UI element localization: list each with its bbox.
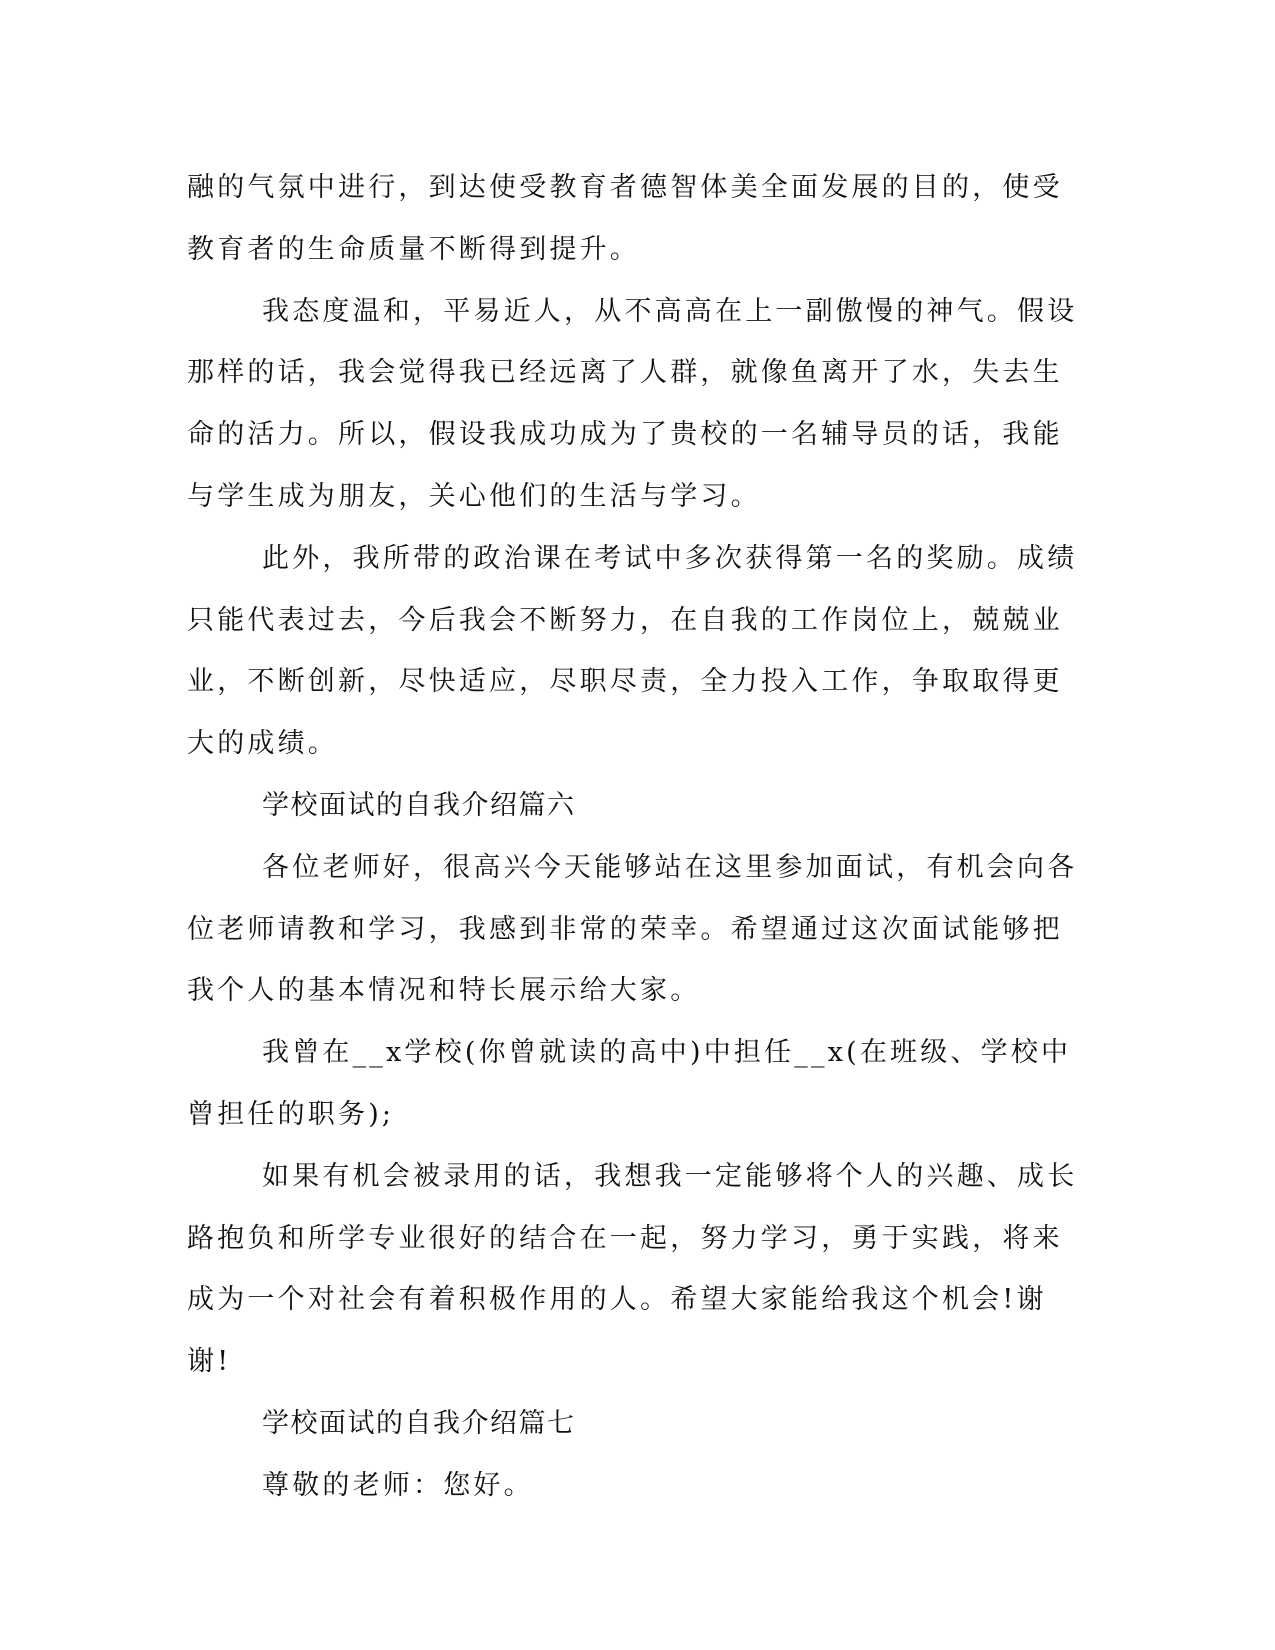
section-heading-part-seven: 学校面试的自我介绍篇七 bbox=[262, 1407, 576, 1439]
paragraph-greeting: 各位老师好，很高兴今天能够站在这里参加面试，有机会向各位老师请教和学习，我感到非常的荣幸。希望通过这次面试能够把我个人的基本情况和特长展示给大家。 bbox=[187, 851, 1078, 1007]
paragraph-achievements: 此外，我所带的政治课在考试中多次获得第一名的奖励。成绩只能代表过去，今后我会不断努力，在自我的工作岗位上，兢兢业业，不断创新，尽快适应，尽职尽责，全力投入工作，争取取得更大的成绩。 bbox=[187, 542, 1078, 760]
paragraph-attitude: 我态度温和，平易近人，从不高高在上一副傲慢的神气。假设那样的话，我会觉得我已经远离了人群，就像鱼离开了水，失去生命的活力。所以，假设我成功成为了贵校的一名辅导员的话，我能与学生成为朋友，关心他们的生活与学习。 bbox=[187, 295, 1078, 512]
paragraph-closing-hope: 如果有机会被录用的话，我想我一定能够将个人的兴趣、成长路抱负和所学专业很好的结合在一起，努力学习，勇于实践，将来成为一个对社会有着积极作用的人。希望大家能给我这个机会!谢谢! bbox=[187, 1160, 1078, 1378]
section-heading-part-six: 学校面试的自我介绍篇六 bbox=[262, 789, 576, 821]
paragraph-salutation: 尊敬的老师：您好。 bbox=[262, 1469, 534, 1501]
document-body bbox=[187, 157, 1087, 1517]
paragraph-education-goal: 融的气氛中进行，到达使受教育者德智体美全面发展的目的，使受教育者的生命质量不断得到提升。 bbox=[187, 172, 1063, 265]
paragraph-former-position: 我曾在__x学校(你曾就读的高中)中担任__x(在班级、学校中曾担任的职务); bbox=[187, 1037, 1072, 1130]
